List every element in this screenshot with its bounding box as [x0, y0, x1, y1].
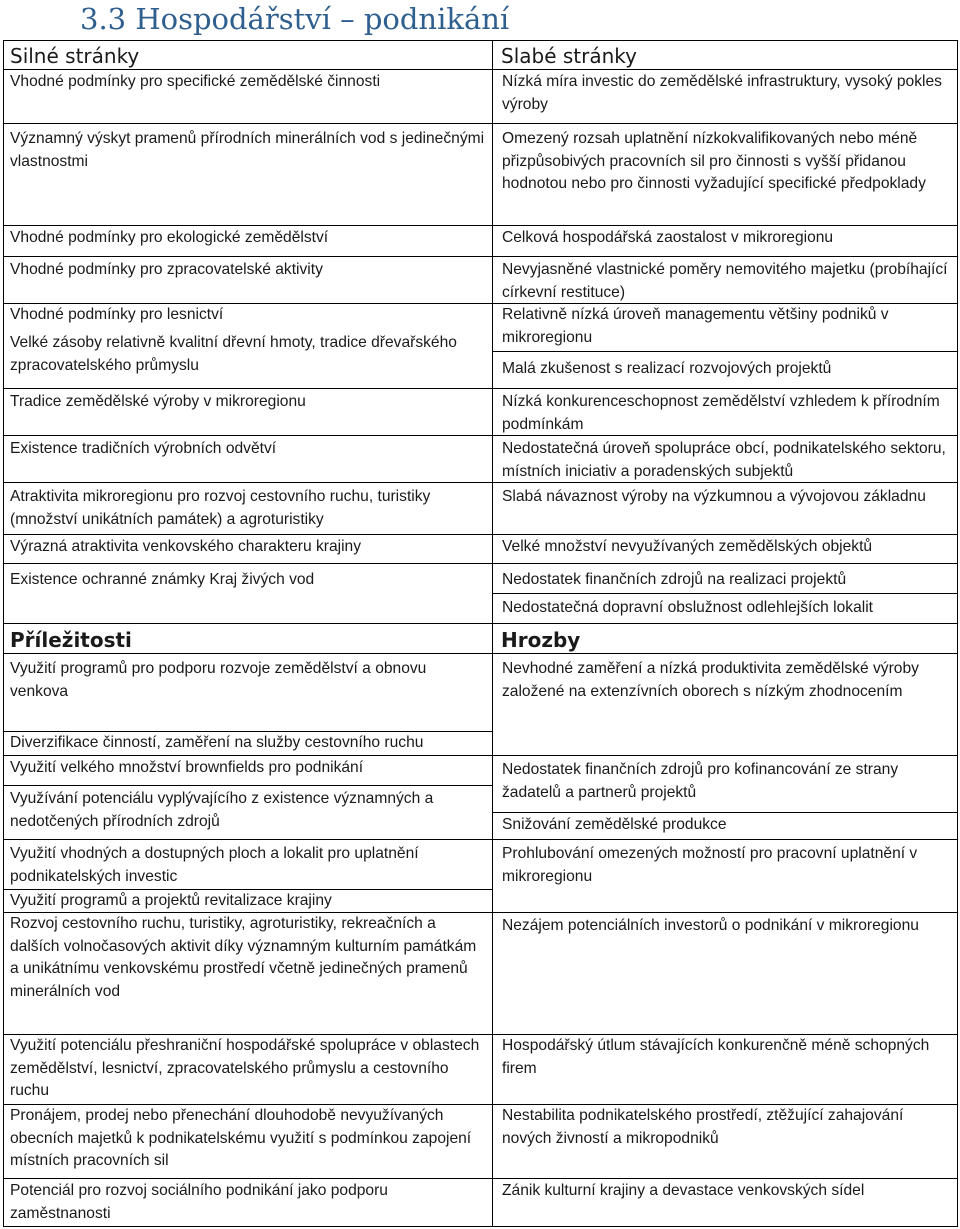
- strength-item: Významný výskyt pramenů přírodních minerálních vod s jedinečnými vlastnostmi: [3, 124, 492, 226]
- weakness-item: Nedostatečná dopravní obslužnost odlehlejších lokalit: [493, 594, 958, 624]
- threat-item: Nevhodné zaměření a nízká produktivita zemědělské výroby založené na extenzívních oborech s nízkým zhodnocením: [493, 654, 958, 756]
- strength-item: Velké zásoby relativně kvalitní dřevní hmoty, tradice dřevařského zpracovatelského průmyslu: [3, 329, 492, 389]
- strength-item: Atraktivita mikroregionu pro rozvoj cestovního ruchu, turistiky (množství unikátních památek) a agroturistiky: [3, 483, 492, 535]
- weakness-item: Nedostatečná úroveň spolupráce obcí, podnikatelského sektoru, místních iniciativ a poradenských subjektů: [493, 436, 958, 483]
- opportunity-item: Potenciál pro rozvoj sociálního podnikání jako podporu zaměstnanosti: [10, 1182, 388, 1222]
- opportunity-item: Využití potenciálu přeshraniční hospodářské spolupráce v oblastech zemědělství, lesnictví, zpracovatelského průmyslu a cestovního ruchu: [3, 1035, 492, 1105]
- swot-table: [3, 40, 958, 1227]
- strength-item: Existence ochranné známky Kraj živých vod: [3, 564, 492, 624]
- strength-item: Vhodné podmínky pro zpracovatelské aktivity: [3, 257, 492, 304]
- opportunities-heading: Příležitosti: [3, 624, 492, 654]
- strengths-heading: Silné stránky: [3, 40, 492, 70]
- left-column: [3, 40, 493, 1227]
- right-column: [493, 40, 958, 1227]
- strength-item: Výrazná atraktivita venkovského charakteru krajiny: [3, 535, 492, 564]
- threat-item: Hospodářský útlum stávajících konkurenčně méně schopných firem: [493, 1035, 958, 1105]
- weakness-item: Nízká míra investic do zemědělské infrastruktury, vysoký pokles výroby: [493, 70, 958, 124]
- threat-item: Nezájem potenciálních investorů o podnikání v mikroregionu: [493, 913, 958, 1035]
- threat-item: Nedostatek finančních zdrojů pro kofinancování ze strany žadatelů a partnerů projektů: [493, 756, 958, 813]
- opportunity-item: Využití velkého množství brownfields pro podnikání: [3, 756, 492, 786]
- opportunity-item: Využívání potenciálu vyplývajícího z existence významných a nedotčených přírodních zdrojů: [3, 786, 492, 840]
- threat-item: Snižování zemědělské produkce: [493, 813, 958, 840]
- page-title: 3.3 Hospodářství – podnikání: [80, 2, 510, 36]
- weakness-item: Celková hospodářská zaostalost v mikroregionu: [493, 226, 958, 257]
- weakness-item: Slabá návaznost výroby na výzkumnou a vývojovou základnu: [493, 483, 958, 535]
- strength-item: Vhodné podmínky pro specifické zemědělské činnosti: [3, 70, 492, 124]
- strength-item: Vhodné podmínky pro lesnictví: [10, 306, 224, 323]
- threat-item: Zánik kulturní krajiny a devastace venkovských sídel: [502, 1182, 865, 1199]
- opportunity-item: Využití vhodných a dostupných ploch a lokalit pro uplatnění podnikatelských investic: [3, 840, 492, 890]
- weakness-item: Relativně nízká úroveň managementu většiny podniků v mikroregionu: [493, 304, 958, 352]
- opportunity-item: Využití programů a projektů revitalizace krajiny: [3, 890, 492, 913]
- weakness-item: Nízká konkurenceschopnost zemědělství vzhledem k přírodním podmínkám: [493, 389, 958, 436]
- opportunity-item: Pronájem, prodej nebo přenechání dlouhodobě nevyužívaných obecních majetků k podnikatelskému využití s podmínkou zapojení místních pracovních sil: [3, 1105, 492, 1179]
- threat-item: Nestabilita podnikatelského prostředí, ztěžující zahajování nových živností a mikropodniků: [493, 1105, 958, 1179]
- weakness-item: Malá zkušenost s realizací rozvojových projektů: [493, 352, 958, 389]
- weakness-item: Nevyjasněné vlastnické poměry nemovitého majetku (probíhající církevní restituce): [493, 257, 958, 304]
- opportunity-item: Rozvoj cestovního ruchu, turistiky, agroturistiky, rekreačních a dalších volnočasových aktivit díky významným kulturním památkám a unikátnímu venkovskému prostředí včetně jedinečných pramenů minerálních vod: [3, 913, 492, 1035]
- weakness-item: Omezený rozsah uplatnění nízkokvalifikovaných nebo méně přizpůsobivých pracovních sil pro činnosti s vyšší přidanou hodnotou nebo pro činnosti vyžadující specifické předpoklady: [493, 124, 958, 226]
- opportunity-item: Diverzifikace činností, zaměření na služby cestovního ruchu: [3, 732, 492, 756]
- opportunity-item: Využití programů pro podporu rozvoje zemědělství a obnovu venkova: [3, 654, 492, 732]
- strength-item: Vhodné podmínky pro ekologické zemědělství: [3, 226, 492, 257]
- weaknesses-heading: Slabé stránky: [493, 40, 958, 70]
- threats-heading: Hrozby: [493, 624, 958, 654]
- strength-item: Tradice zemědělské výroby v mikroregionu: [3, 389, 492, 436]
- strength-item: Existence tradičních výrobních odvětví: [3, 436, 492, 483]
- weakness-item: Nedostatek finančních zdrojů na realizaci projektů: [493, 564, 958, 594]
- threat-item: Prohlubování omezených možností pro pracovní uplatnění v mikroregionu: [493, 840, 958, 913]
- weakness-item: Velké množství nevyužívaných zemědělských objektů: [493, 535, 958, 564]
